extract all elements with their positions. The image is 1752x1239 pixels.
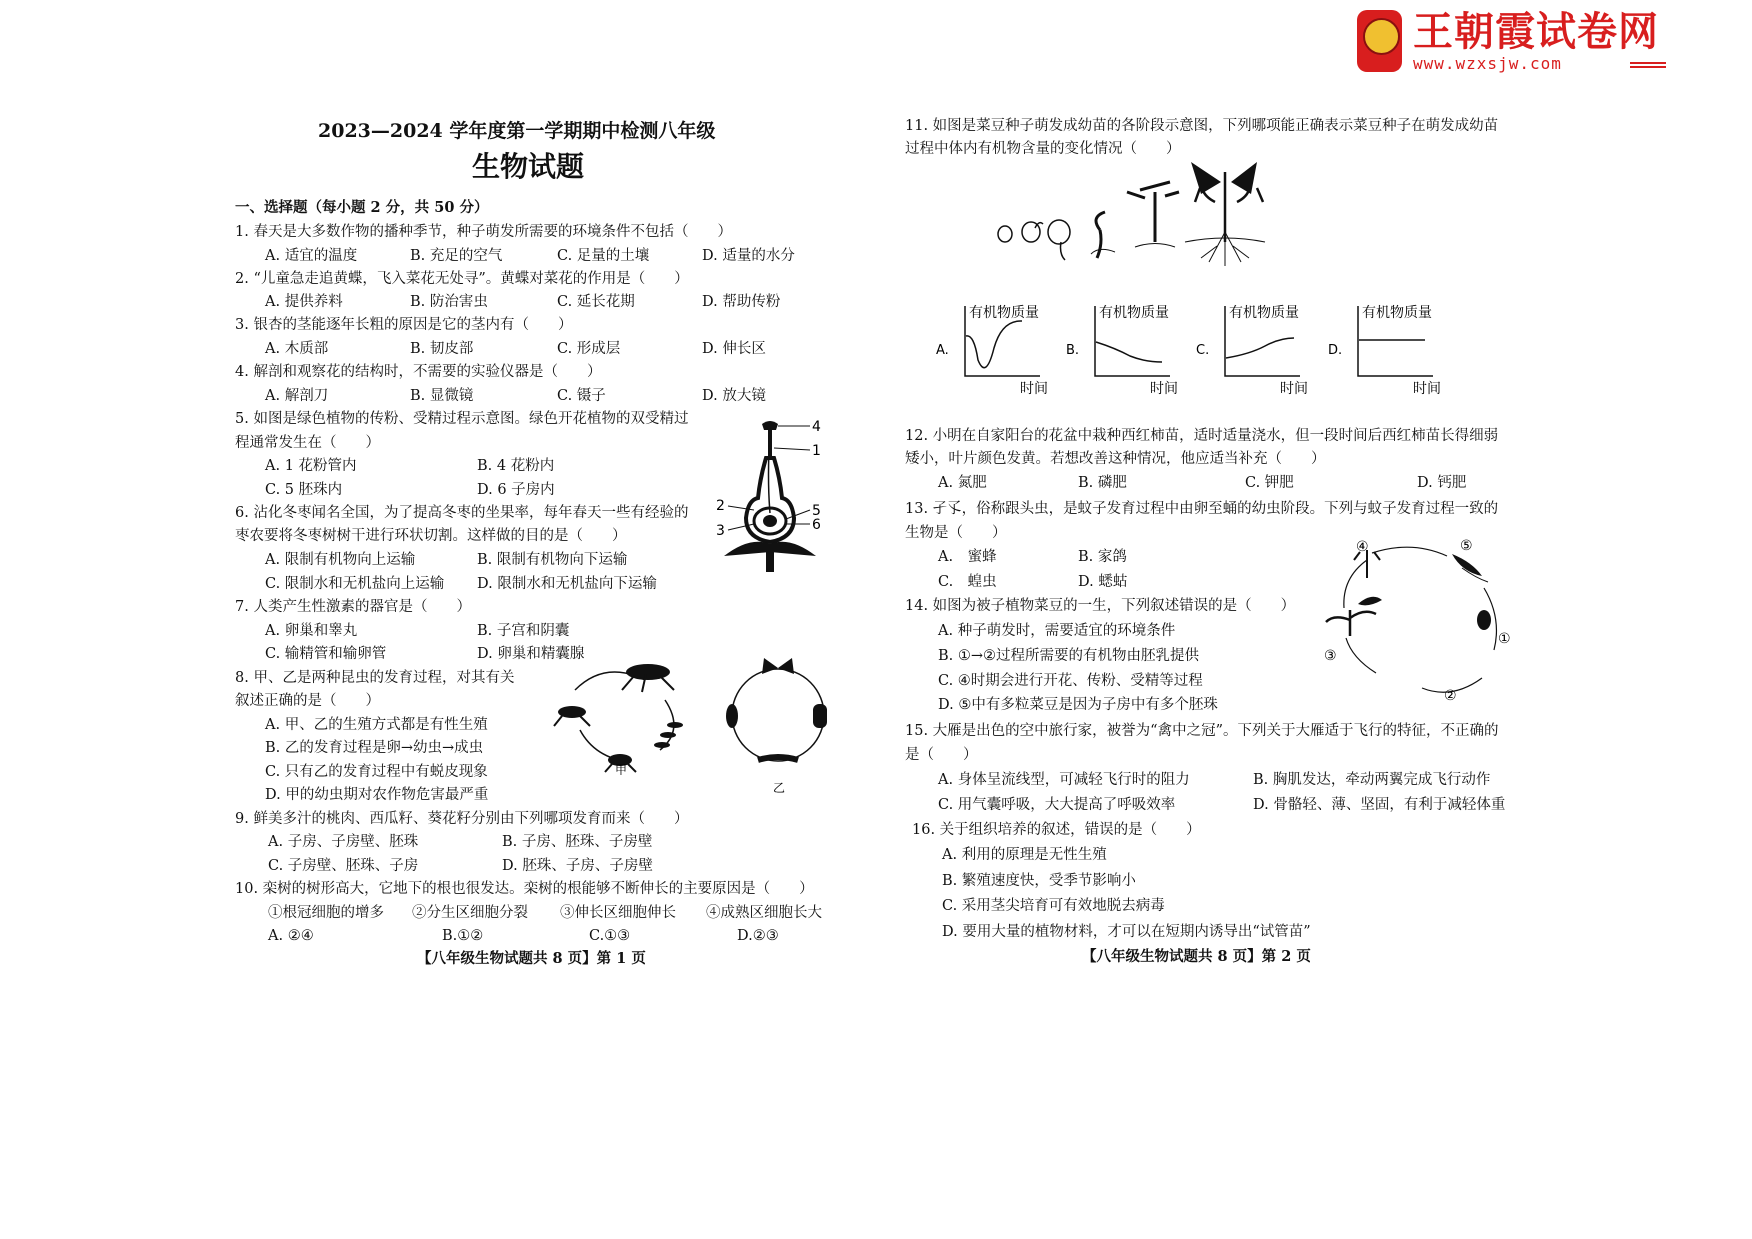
question-12-cont: 矮小，叶片颜色发黄。若想改善这种情况，他应适当补充（ ） [905, 451, 1326, 467]
brand-emblem-icon [1363, 18, 1400, 55]
figure-label: ② [1444, 688, 1457, 704]
option-text: D. 要用大量的植物材料，才可以在短期内诱导出“试管苗” [942, 924, 1311, 940]
option-text: ①根冠细胞的增多 [268, 905, 384, 921]
option-text: D. 限制水和无机盐向下运输 [477, 576, 657, 592]
option-text: B. 韧皮部 [410, 341, 474, 357]
figure-label: ④ [1356, 539, 1369, 555]
question-1: 1. 春天是大多数作物的播种季节，种子萌发所需要的环境条件不包括（ ） [235, 224, 732, 240]
option-text: D. 伸长区 [702, 341, 766, 357]
brand-name: 王朝霞试卷网 [1413, 9, 1659, 55]
insect-development-figure-yi [718, 650, 838, 800]
option-text: C. 输精管和输卵管 [265, 646, 387, 662]
question-2: 2. “儿童急走追黄蝶，飞入菜花无处寻”。黄蝶对菜花的作用是（ ） [235, 271, 689, 287]
option-text: D. 适量的水分 [702, 248, 795, 264]
option-text: B. 胸肌发达，牵动两翼完成飞行动作 [1253, 772, 1491, 788]
question-11: 11. 如图是菜豆种子萌发成幼苗的各阶段示意图，下列哪项能正确表示菜豆种子在萌发成幼苗 [905, 118, 1499, 134]
question-11-cont: 过程中体内有机物含量的变化情况（ ） [905, 141, 1181, 157]
figure-label: 4 [812, 419, 821, 435]
option-text: A. ②④ [268, 928, 314, 944]
x-axis-label: 时间 [1413, 381, 1441, 397]
option-text: C.①③ [589, 928, 631, 944]
figure-label: 甲 [615, 763, 628, 775]
option-text: D. 甲的幼虫期对农作物危害最严重 [265, 787, 489, 803]
option-text: A. 子房、子房壁、胚珠 [268, 834, 419, 850]
option-text: C. 蝗虫 [938, 574, 997, 590]
graph-option-label: A. [936, 343, 949, 358]
x-axis-label: 时间 [1150, 381, 1178, 397]
option-text: B.①② [442, 928, 484, 944]
option-text: D. 放大镜 [702, 388, 766, 404]
figure-label: ⑤ [1460, 538, 1473, 554]
option-text: D.②③ [737, 928, 779, 944]
question-16: 16. 关于组织培养的叙述，错误的是（ ） [912, 822, 1201, 838]
option-text: B. 限制有机物向下运输 [477, 552, 628, 568]
question-13-cont: 生物是（ ） [905, 525, 1007, 541]
option-text: B. 子宫和阴囊 [477, 623, 570, 639]
question-15-cont: 是（ ） [905, 747, 978, 763]
option-text: A. 解剖刀 [265, 388, 329, 404]
figure-label: 6 [812, 517, 821, 533]
insect-development-figure-jia [550, 650, 700, 775]
option-text: ④成熟区细胞长大 [706, 905, 822, 921]
option-text: B. 子房、胚珠、子房壁 [502, 834, 653, 850]
option-text: B. ①→②过程所需要的有机物由胚乳提供 [938, 648, 1200, 664]
graph-option-label: D. [1328, 343, 1343, 358]
option-text: D. 蟋蛄 [1078, 574, 1128, 590]
option-text: C. 5 胚珠内 [265, 482, 343, 498]
option-text: B. 磷肥 [1078, 475, 1127, 491]
figure-label: 3 [716, 523, 725, 539]
question-12: 12. 小明在自家阳台的花盆中栽种西红柿苗，适时适量浇水，但一段时间后西红柿苗长得细弱 [905, 428, 1499, 444]
figure-label: 5 [812, 503, 821, 519]
option-text: A. 身体呈流线型，可减轻飞行时的阻力 [938, 772, 1190, 788]
option-text: C. 延长花期 [557, 294, 635, 310]
option-text: C. 采用茎尖培育可有效地脱去病毒 [942, 898, 1165, 914]
bean-germination-figure [995, 162, 1295, 274]
page-footer-left: 【八年级生物试题共 8 页】第 1 页 [417, 950, 646, 967]
organic-matter-graphs [930, 298, 1450, 398]
question-10: 10. 栾树的树形高大，它地下的根也很发达。栾树的根能够不断伸长的主要原因是（ ） [235, 881, 814, 897]
option-text: A. 种子萌发时，需要适宜的环境条件 [938, 623, 1176, 639]
option-text: C. 只有乙的发育过程中有蜕皮现象 [265, 764, 488, 780]
question-14: 14. 如图为被子植物菜豆的一生，下列叙述错误的是（ ） [905, 598, 1296, 614]
option-text: B. 乙的发育过程是卵→幼虫→成虫 [265, 740, 484, 756]
option-text: C. 限制水和无机盐向上运输 [265, 576, 445, 592]
option-text: D. ⑤中有多粒菜豆是因为子房中有多个胚珠 [938, 697, 1218, 713]
option-text: B. 家鸽 [1078, 549, 1127, 565]
question-4: 4. 解剖和观察花的结构时，不需要的实验仪器是（ ） [235, 364, 602, 380]
figure-label: ① [1498, 631, 1511, 647]
option-text: A. 甲、乙的生殖方式都是有性生殖 [265, 717, 488, 733]
option-text: ②分生区细胞分裂 [412, 905, 528, 921]
option-text: D. 钙肥 [1417, 475, 1467, 491]
option-text: B. 充足的空气 [410, 248, 503, 264]
question-6-cont: 枣农要将冬枣树树干进行环状切割。这样做的目的是（ ） [235, 528, 627, 544]
question-5-cont: 程通常发生在（ ） [235, 435, 380, 451]
option-text: B. 繁殖速度快，受季节影响小 [942, 873, 1136, 889]
option-text: D. 卵巢和精囊腺 [477, 646, 585, 662]
graph-a [965, 304, 1048, 397]
brand-url: www.wzxsjw.com [1413, 54, 1562, 73]
option-text: B. 防治害虫 [410, 294, 488, 310]
option-text: A. 利用的原理是无性生殖 [942, 847, 1107, 863]
figure-label: ③ [1324, 648, 1337, 664]
x-axis-label: 时间 [1280, 381, 1308, 397]
question-8-cont: 叙述正确的是（ ） [235, 693, 380, 709]
graph-b [1095, 304, 1178, 397]
question-5: 5. 如图是绿色植物的传粉、受精过程示意图。绿色开花植物的双受精过 [235, 411, 689, 427]
option-text: ③伸长区细胞伸长 [560, 905, 676, 921]
exam-subject: 生物试题 [472, 150, 585, 183]
y-axis-label: 有机物质量 [1362, 305, 1432, 321]
brand-stripe [1630, 60, 1666, 68]
option-text: D. 6 子房内 [477, 482, 555, 498]
graph-option-label: C. [1196, 343, 1210, 358]
question-15: 15. 大雁是出色的空中旅行家，被誉为“禽中之冠”。下列关于大雁适于飞行的特征，不正确的 [905, 723, 1499, 739]
figure-label: 1 [812, 443, 821, 459]
option-text: A. 卵巢和睾丸 [265, 623, 358, 639]
option-text: C. 镊子 [557, 388, 606, 404]
y-axis-label: 有机物质量 [1229, 305, 1299, 321]
flower-pollination-figure [710, 418, 830, 573]
option-text: D. 骨骼轻、薄、坚固，有利于减轻体重 [1253, 797, 1506, 813]
graph-d [1358, 304, 1441, 397]
option-text: A. 1 花粉管内 [265, 458, 357, 474]
option-text: A. 提供养料 [265, 294, 343, 310]
option-text: C. 足量的土壤 [557, 248, 650, 264]
bean-lifecycle-figure [1312, 538, 1522, 706]
question-9: 9. 鲜美多汁的桃肉、西瓜籽、葵花籽分别由下列哪项发育而来（ ） [235, 811, 689, 827]
option-text: D. 胚珠、子房、子房壁 [502, 858, 653, 874]
option-text: B. 4 花粉内 [477, 458, 555, 474]
figure-label: 乙 [773, 781, 786, 795]
question-13: 13. 孑孓，俗称跟头虫，是蚊子发育过程中由卵至蛹的幼虫阶段。下列与蚊子发育过程一致的 [905, 501, 1499, 517]
graph-option-label: B. [1066, 343, 1080, 358]
option-text: A. 适宜的温度 [265, 248, 358, 264]
x-axis-label: 时间 [1020, 381, 1048, 397]
question-6: 6. 沾化冬枣闻名全国，为了提高冬枣的坐果率，每年春天一些有经验的 [235, 505, 689, 521]
y-axis-label: 有机物质量 [1099, 305, 1169, 321]
option-text: A. 氮肥 [938, 475, 987, 491]
option-text: A. 蜜蜂 [938, 549, 997, 565]
option-text: B. 显微镜 [410, 388, 474, 404]
page-footer-right: 【八年级生物试题共 8 页】第 2 页 [1082, 948, 1311, 965]
option-text: A. 限制有机物向上运输 [265, 552, 416, 568]
option-text: C. 钾肥 [1245, 475, 1294, 491]
y-axis-label: 有机物质量 [969, 305, 1039, 321]
option-text: C. ④时期会进行开花、传粉、受精等过程 [938, 673, 1203, 689]
question-7: 7. 人类产生性激素的器官是（ ） [235, 599, 471, 615]
graph-c [1225, 304, 1308, 397]
option-text: C. 形成层 [557, 341, 621, 357]
question-3: 3. 银杏的茎能逐年长粗的原因是它的茎内有（ ） [235, 317, 573, 333]
section-heading: 一、选择题（每小题 2 分，共 50 分） [235, 199, 489, 216]
option-text: D. 帮助传粉 [702, 294, 781, 310]
option-text: C. 子房壁、胚珠、子房 [268, 858, 419, 874]
exam-title: 2023—2024 学年度第一学期期中检测八年级 [318, 120, 716, 142]
option-text: A. 木质部 [265, 341, 329, 357]
figure-label: 2 [716, 498, 725, 514]
option-text: C. 用气囊呼吸，大大提高了呼吸效率 [938, 797, 1176, 813]
question-8: 8. 甲、乙是两种昆虫的发育过程，对其有关 [235, 670, 515, 686]
